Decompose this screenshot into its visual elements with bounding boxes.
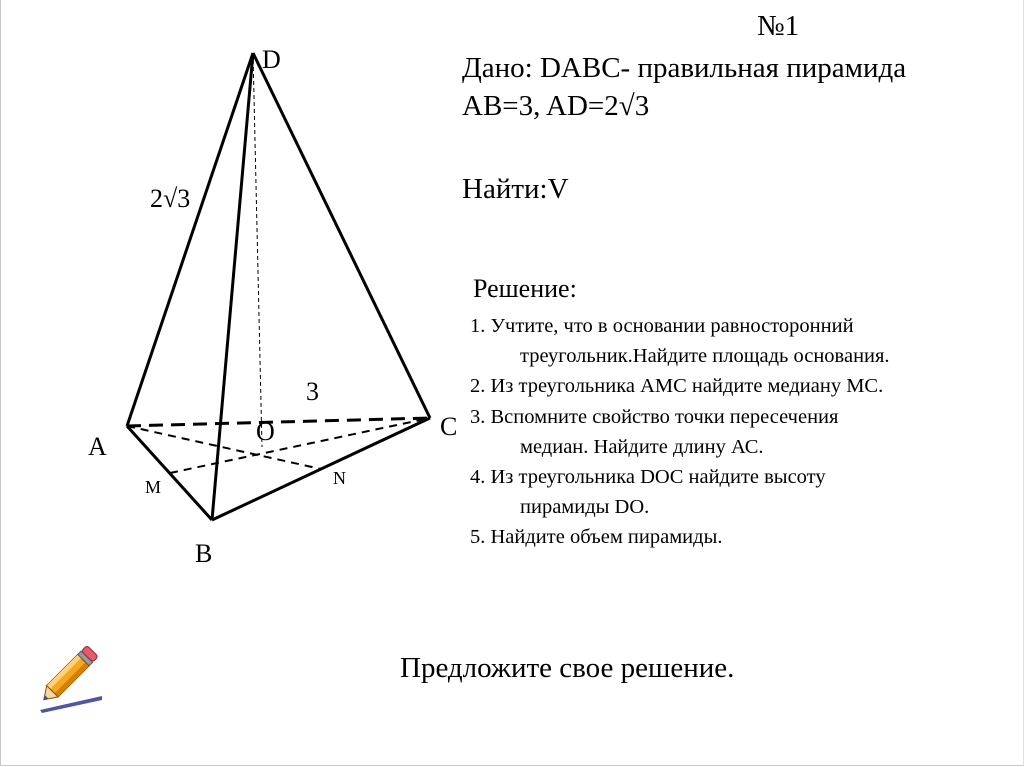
solution-step-text: 4. Из треугольника DOC найдите высоту: [470, 466, 826, 489]
find-statement: Найти:V: [462, 173, 569, 205]
solution-prompt: Предложите свое решение.: [400, 652, 735, 684]
solution-step-continuation: треугольник.Найдите площадь основания.: [520, 345, 890, 368]
label-vertex-a: A: [88, 432, 107, 461]
solution-step-text: 3. Вспомните свойство точки пересечения: [470, 405, 839, 428]
label-point-o: O: [256, 417, 275, 446]
label-vertex-c: C: [440, 412, 458, 441]
solution-step-text: 5. Найдите объем пирамиды.: [470, 526, 723, 549]
solution-step-4: [470, 462, 1010, 522]
solution-step-1: [470, 311, 1010, 371]
label-point-n: N: [333, 468, 346, 488]
solution-step-text: 1. Учтите, что в основании равносторонний: [470, 315, 854, 337]
solution-heading: Решение:: [473, 274, 577, 303]
median-an: [127, 426, 321, 469]
solution-step-text: 2. Из треугольника АМС найдите медиану МС.: [470, 375, 884, 398]
label-vertex-d: D: [262, 45, 281, 74]
edge-ab: [127, 426, 212, 520]
problem-number: №1: [757, 10, 800, 42]
label-vertex-b: B: [195, 539, 213, 568]
solution-step-continuation: пирамиды DO.: [520, 496, 650, 519]
label-edge-ad-length: 2√3: [150, 184, 191, 213]
pencil-icon: [32, 636, 108, 714]
solution-step-2: [470, 371, 1010, 401]
edge-da: [127, 53, 253, 426]
edge-db: [212, 53, 253, 520]
height-do: [253, 53, 262, 447]
solution-steps: [470, 311, 1010, 553]
edge-dc: [253, 53, 430, 418]
solution-step-continuation: медиан. Найдите длину АС.: [520, 435, 764, 458]
solution-step-3: [470, 402, 1010, 462]
label-edge-ac-length: 3: [306, 377, 319, 406]
solution-step-5: [470, 522, 1010, 552]
given-values: AB=3, AD=2√3: [462, 90, 650, 122]
edge-ac: [127, 418, 430, 426]
label-point-m: M: [145, 477, 162, 497]
median-mc: [170, 418, 430, 473]
given-statement: Дано: DABC- правильная пирамида: [462, 52, 907, 84]
